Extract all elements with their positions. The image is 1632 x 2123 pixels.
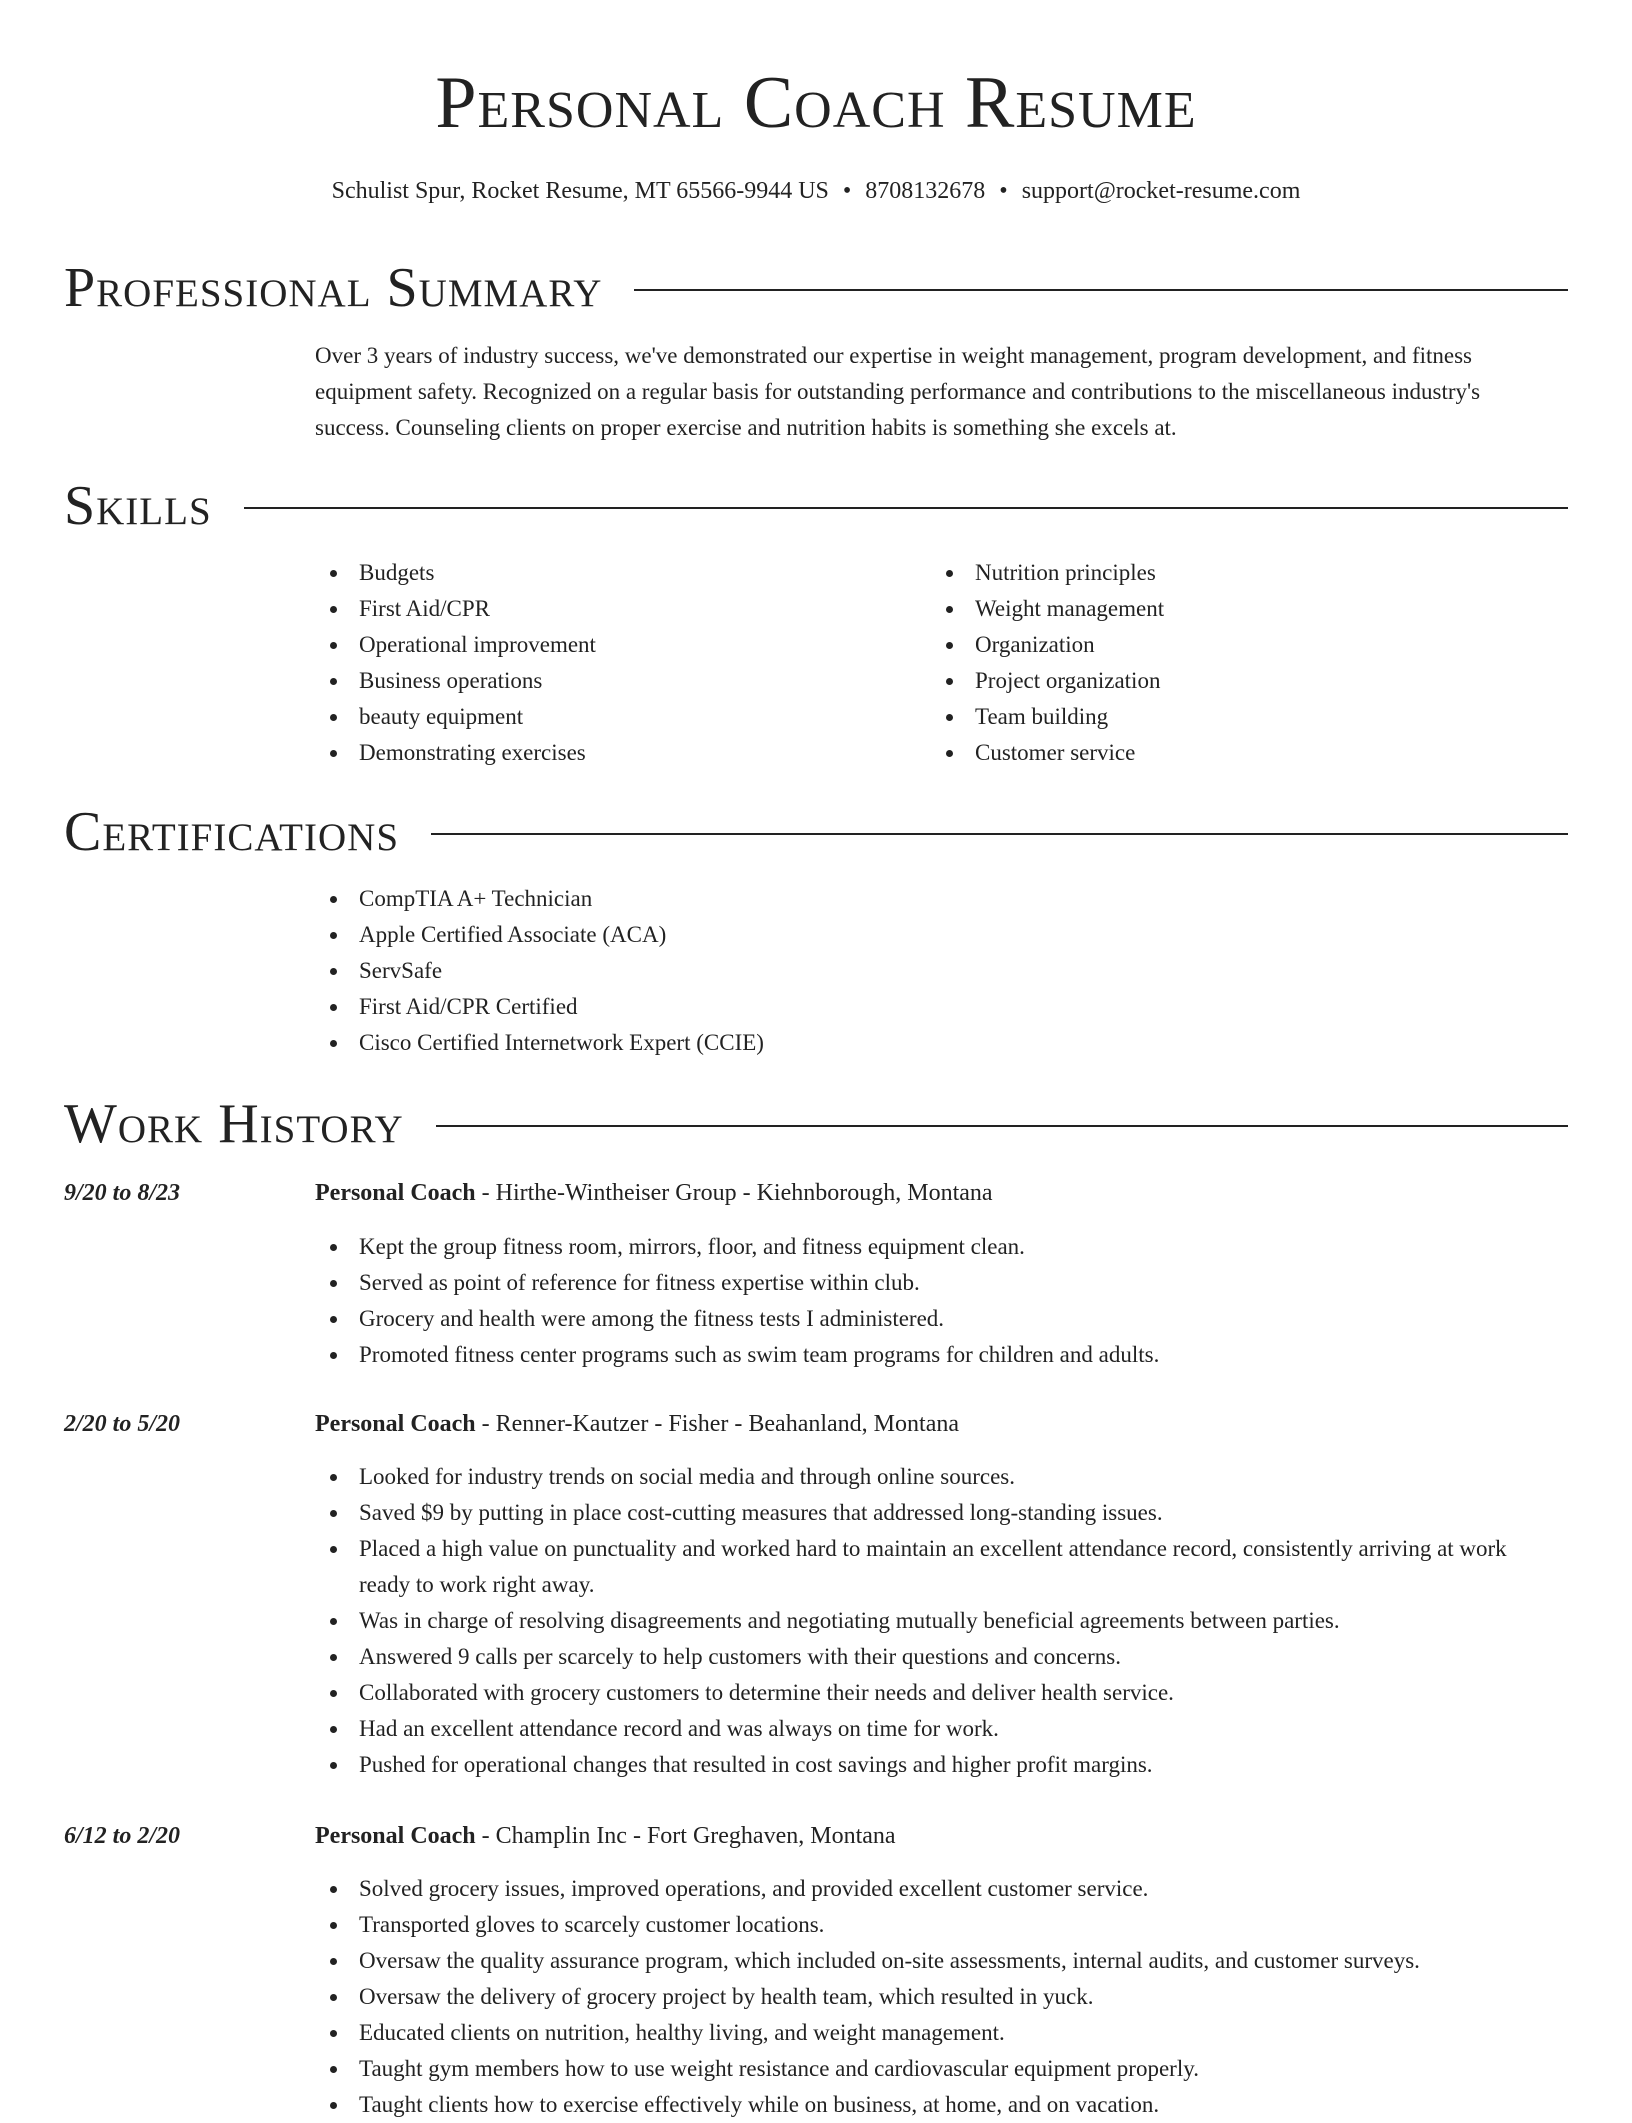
- job-title: Personal Coach: [315, 1411, 476, 1437]
- section-summary-header: [64, 256, 1568, 320]
- job-bullets: [315, 1229, 1551, 1373]
- skill-item: Team building: [931, 699, 1531, 735]
- certification-item: Cisco Certified Internetwork Expert (CCIE): [315, 1025, 1551, 1061]
- skills-column-left: [315, 555, 915, 771]
- certification-item: First Aid/CPR Certified: [315, 989, 1551, 1025]
- job-title: Personal Coach: [315, 1180, 476, 1206]
- contact-email[interactable]: support@rocket-resume.com: [1021, 178, 1301, 204]
- job-bullet-item: Answered 9 calls per scarcely to help customers with their questions and concerns.: [315, 1639, 1551, 1675]
- section-divider: [634, 289, 1568, 291]
- section-certifications-header: [64, 800, 1568, 864]
- skill-item: First Aid/CPR: [315, 591, 915, 627]
- skill-item: Customer service: [931, 735, 1531, 771]
- job-bullet-item: Pushed for operational changes that resulted in cost savings and higher profit margins.: [315, 1747, 1551, 1783]
- job-bullet-item: Oversaw the quality assurance program, which included on-site assessments, internal audits, and customer surveys.: [315, 1943, 1551, 1979]
- job-heading: [315, 1175, 1551, 1211]
- job-company: - Renner-Kautzer - Fisher - Beahanland, Montana: [475, 1411, 959, 1437]
- skills-list: [315, 555, 915, 771]
- job-bullets-block: [315, 1871, 1551, 2123]
- job-company: - Hirthe-Wintheiser Group - Kiehnborough, Montana: [475, 1180, 993, 1206]
- job-bullet-item: Promoted fitness center programs such as swim team programs for children and adults.: [315, 1337, 1551, 1373]
- section-divider: [436, 1125, 1568, 1127]
- summary-text: Over 3 years of industry success, we've demonstrated our expertise in weight management, program development, and fitness equipment safety. Recognized on a regular basis for outstanding performance and contributions to the miscellaneous industry's success. Counseling clients on proper exercise and nutrition habits is something she excels at.: [315, 343, 1481, 440]
- skills-column-right: [931, 555, 1531, 771]
- job-bullet-item: Saved $9 by putting in place cost-cutting measures that addressed long-standing issues.: [315, 1495, 1551, 1531]
- skill-item: Business operations: [315, 663, 915, 699]
- job-bullet-item: Oversaw the delivery of grocery project by health team, which resulted in yuck.: [315, 1979, 1551, 2015]
- job-bullet-item: Collaborated with grocery customers to determine their needs and deliver health service.: [315, 1675, 1551, 1711]
- job-bullet-item: Looked for industry trends on social media and through online sources.: [315, 1459, 1551, 1495]
- skill-item: Demonstrating exercises: [315, 735, 915, 771]
- skill-item: beauty equipment: [315, 699, 915, 735]
- section-work-header: [64, 1092, 1568, 1156]
- skill-item: Operational improvement: [315, 627, 915, 663]
- job-company: - Champlin Inc - Fort Greghaven, Montana: [475, 1823, 896, 1849]
- skill-item: Organization: [931, 627, 1531, 663]
- certification-item: Apple Certified Associate (ACA): [315, 917, 1551, 953]
- section-heading: Skills: [64, 475, 212, 537]
- section-heading: Work History: [64, 1093, 404, 1155]
- job-bullet-item: Taught clients how to exercise effectively while on business, at home, and on vacation.: [315, 2087, 1551, 2123]
- job-heading: [315, 1406, 1551, 1442]
- job-bullet-item: Placed a high value on punctuality and worked hard to maintain an excellent attendance record, consistently arriving at work ready to work right away.: [315, 1531, 1551, 1603]
- contact-separator: •: [999, 178, 1008, 204]
- job-bullet-item: Served as point of reference for fitness expertise within club.: [315, 1265, 1551, 1301]
- certification-item: CompTIA A+ Technician: [315, 881, 1551, 917]
- job-bullet-item: Educated clients on nutrition, healthy living, and weight management.: [315, 2015, 1551, 2051]
- section-skills-header: [64, 474, 1568, 538]
- skills-list: [931, 555, 1531, 771]
- job-dates: 2/20 to 5/20: [64, 1411, 181, 1437]
- job-bullet-item: Kept the group fitness room, mirrors, floor, and fitness equipment clean.: [315, 1229, 1551, 1265]
- job-bullet-item: Was in charge of resolving disagreements and negotiating mutually beneficial agreements between parties.: [315, 1603, 1551, 1639]
- section-divider: [431, 833, 1568, 835]
- certifications-block: [315, 881, 1551, 1061]
- resume-title: Personal Coach Resume: [435, 62, 1197, 144]
- job-bullet-item: Taught gym members how to use weight resistance and cardiovascular equipment properly.: [315, 2051, 1551, 2087]
- contact-line: [0, 175, 1632, 207]
- job-bullets: [315, 1459, 1551, 1783]
- job-title: Personal Coach: [315, 1823, 476, 1849]
- job-bullet-item: Had an excellent attendance record and was always on time for work.: [315, 1711, 1551, 1747]
- job-bullets-block: [315, 1229, 1551, 1373]
- job-bullet-item: Grocery and health were among the fitness tests I administered.: [315, 1301, 1551, 1337]
- job-bullets-block: [315, 1459, 1551, 1783]
- skill-item: Nutrition principles: [931, 555, 1531, 591]
- job-bullet-item: Solved grocery issues, improved operations, and provided excellent customer service.: [315, 1871, 1551, 1907]
- contact-phone: 8708132678: [865, 178, 986, 204]
- section-divider: [244, 507, 1568, 509]
- contact-address: Schulist Spur, Rocket Resume, MT 65566-9944 US: [331, 178, 829, 204]
- job-bullets: [315, 1871, 1551, 2123]
- certifications-list: [315, 881, 1551, 1061]
- skill-item: Budgets: [315, 555, 915, 591]
- contact-separator: •: [842, 178, 852, 204]
- skill-item: Weight management: [931, 591, 1531, 627]
- section-heading: Professional Summary: [64, 257, 603, 319]
- job-dates: 6/12 to 2/20: [64, 1823, 181, 1849]
- job-bullet-item: Transported gloves to scarcely customer locations.: [315, 1907, 1551, 1943]
- job-heading: [315, 1818, 1551, 1854]
- certification-item: ServSafe: [315, 953, 1551, 989]
- skill-item: Project organization: [931, 663, 1531, 699]
- job-dates: 9/20 to 8/23: [64, 1180, 181, 1206]
- section-heading: Certifications: [64, 801, 400, 863]
